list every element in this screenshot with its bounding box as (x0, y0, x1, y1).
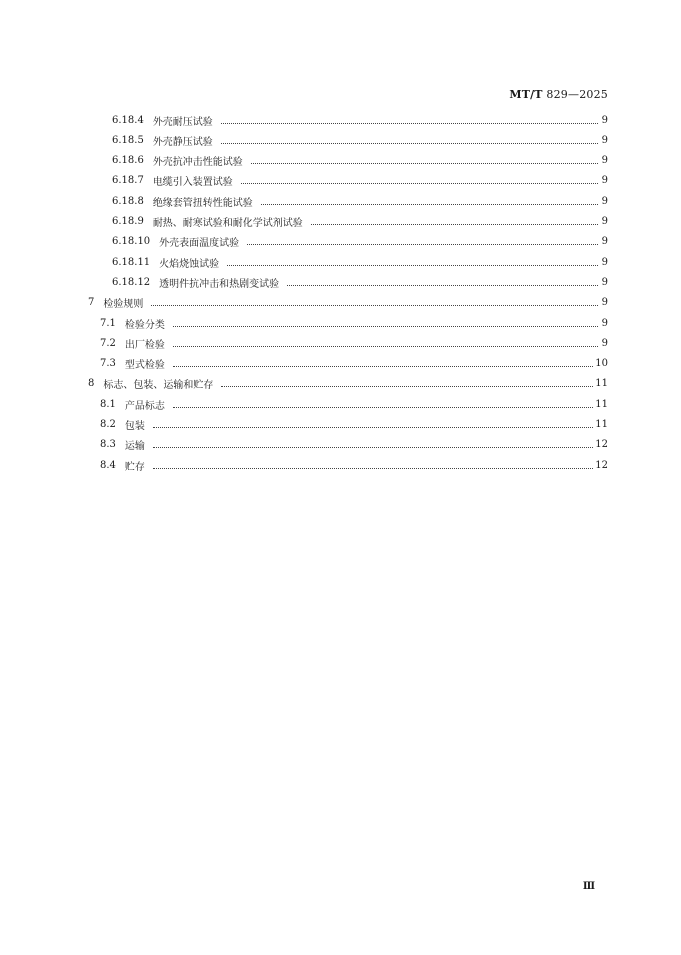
toc-entry-title: 检验规则 (103, 299, 144, 311)
toc-entry-page: 9 (601, 175, 608, 187)
toc-dot-leader (173, 316, 598, 327)
toc-entry-title: 产品标志 (124, 400, 165, 412)
toc-dot-leader (221, 133, 598, 144)
toc-entry-number: 7.3 (100, 358, 116, 370)
toc-entry-page: 9 (601, 134, 608, 146)
toc-entry-page: 9 (601, 256, 608, 268)
toc-entry[interactable] (112, 130, 608, 150)
toc-entry[interactable] (112, 151, 608, 171)
toc-entry-title: 外壳耐压试验 (152, 116, 213, 128)
toc-entry[interactable] (100, 394, 608, 414)
toc-entry-page: 9 (601, 114, 608, 126)
toc-entry-page: 12 (595, 459, 608, 471)
toc-entry-page: 9 (601, 317, 608, 329)
toc-entry-title: 电缆引入装置试验 (152, 177, 233, 189)
toc-entry-number: 6.18.10 (112, 236, 151, 248)
toc-entry-title: 耐热、耐寒试验和耐化学试剂试验 (152, 218, 303, 229)
toc-entry-page: 9 (601, 195, 608, 207)
toc-dot-leader (173, 356, 593, 367)
toc-entry[interactable] (100, 313, 608, 333)
toc-entry[interactable] (112, 232, 608, 252)
toc-entry[interactable] (100, 455, 608, 475)
toc-entry-number: 7 (88, 297, 95, 309)
standard-number: 829—2025 (546, 88, 608, 101)
toc-dot-leader (311, 214, 598, 225)
toc-entry-title: 外壳抗冲击性能试验 (152, 157, 243, 169)
toc-entry-number: 8.3 (100, 439, 116, 451)
toc-entry-title: 标志、包装、运输和贮存 (103, 380, 214, 392)
toc-entry-title: 运输 (124, 441, 145, 453)
toc-entry-number: 6.18.4 (112, 114, 144, 126)
toc-dot-leader (261, 194, 598, 205)
toc-dot-leader (173, 336, 598, 347)
toc-entry-title: 贮存 (124, 461, 145, 473)
toc-entry-title: 出厂检验 (124, 339, 165, 351)
toc-entry-page: 9 (601, 236, 608, 248)
toc-dot-leader (221, 113, 598, 124)
toc-entry[interactable] (112, 110, 608, 130)
toc-entry[interactable] (112, 252, 608, 272)
toc-entry[interactable] (112, 212, 608, 232)
toc-entry[interactable] (100, 435, 608, 455)
document-header (509, 88, 608, 101)
toc-entry[interactable] (112, 272, 608, 292)
toc-entry-number: 6.18.7 (112, 175, 144, 187)
toc-dot-leader (227, 255, 598, 266)
toc-entry-page: 11 (595, 378, 608, 390)
toc-dot-leader (153, 458, 593, 469)
standard-code: MT/T (509, 88, 543, 101)
page-number: Ⅲ (582, 881, 595, 892)
toc-dot-leader (153, 437, 593, 448)
toc-dot-leader (251, 153, 598, 164)
toc-entry-title: 外壳表面温度试验 (159, 238, 240, 250)
toc-entry-page: 9 (601, 216, 608, 227)
toc-entry-number: 8 (88, 378, 95, 390)
toc-entry[interactable] (88, 374, 608, 394)
toc-entry-number: 6.18.11 (112, 256, 151, 268)
toc-entry-number: 8.1 (100, 398, 116, 410)
toc-entry-title: 型式检验 (124, 360, 165, 372)
toc-entry[interactable] (100, 333, 608, 353)
toc-entry-page: 11 (595, 419, 608, 430)
toc-entry-title: 火焰烧蚀试验 (159, 258, 220, 270)
toc-entry-number: 8.2 (100, 419, 116, 430)
toc-dot-leader (153, 417, 593, 428)
toc-entry-page: 11 (595, 398, 608, 410)
toc-entry-number: 6.18.9 (112, 216, 144, 227)
toc-entry[interactable] (112, 191, 608, 211)
toc-dot-leader (173, 397, 593, 408)
toc-entry-number: 8.4 (100, 459, 116, 471)
toc-entry[interactable] (88, 293, 608, 313)
toc-dot-leader (247, 234, 598, 245)
toc-dot-leader (241, 173, 598, 184)
toc-dot-leader (221, 376, 593, 387)
toc-dot-leader (151, 295, 598, 306)
toc-entry-title: 绝缘套管扭转性能试验 (152, 197, 253, 209)
toc-entry-page: 9 (601, 276, 608, 288)
toc-entry-title: 包装 (124, 421, 145, 432)
toc-entry-page: 9 (601, 297, 608, 309)
toc-entry-number: 7.1 (100, 317, 116, 329)
toc-entry-number: 6.18.8 (112, 195, 144, 207)
toc-entry-page: 12 (595, 439, 608, 451)
toc-entry-number: 7.2 (100, 337, 116, 349)
toc-entry-title: 检验分类 (124, 319, 165, 331)
toc-entry-number: 6.18.12 (112, 276, 151, 288)
toc-entry[interactable] (100, 415, 608, 435)
toc-entry-page: 10 (595, 358, 608, 370)
toc-entry-number: 6.18.6 (112, 155, 144, 167)
toc-entry-page: 9 (601, 155, 608, 167)
toc-dot-leader (287, 275, 598, 286)
toc-entry[interactable] (112, 171, 608, 191)
toc-entry-number: 6.18.5 (112, 134, 144, 146)
toc-entry-page: 9 (601, 337, 608, 349)
toc-entry-title: 透明件抗冲击和热剧变试验 (159, 278, 280, 290)
toc-entry[interactable] (100, 354, 608, 374)
toc-entry-title: 外壳静压试验 (152, 136, 213, 148)
